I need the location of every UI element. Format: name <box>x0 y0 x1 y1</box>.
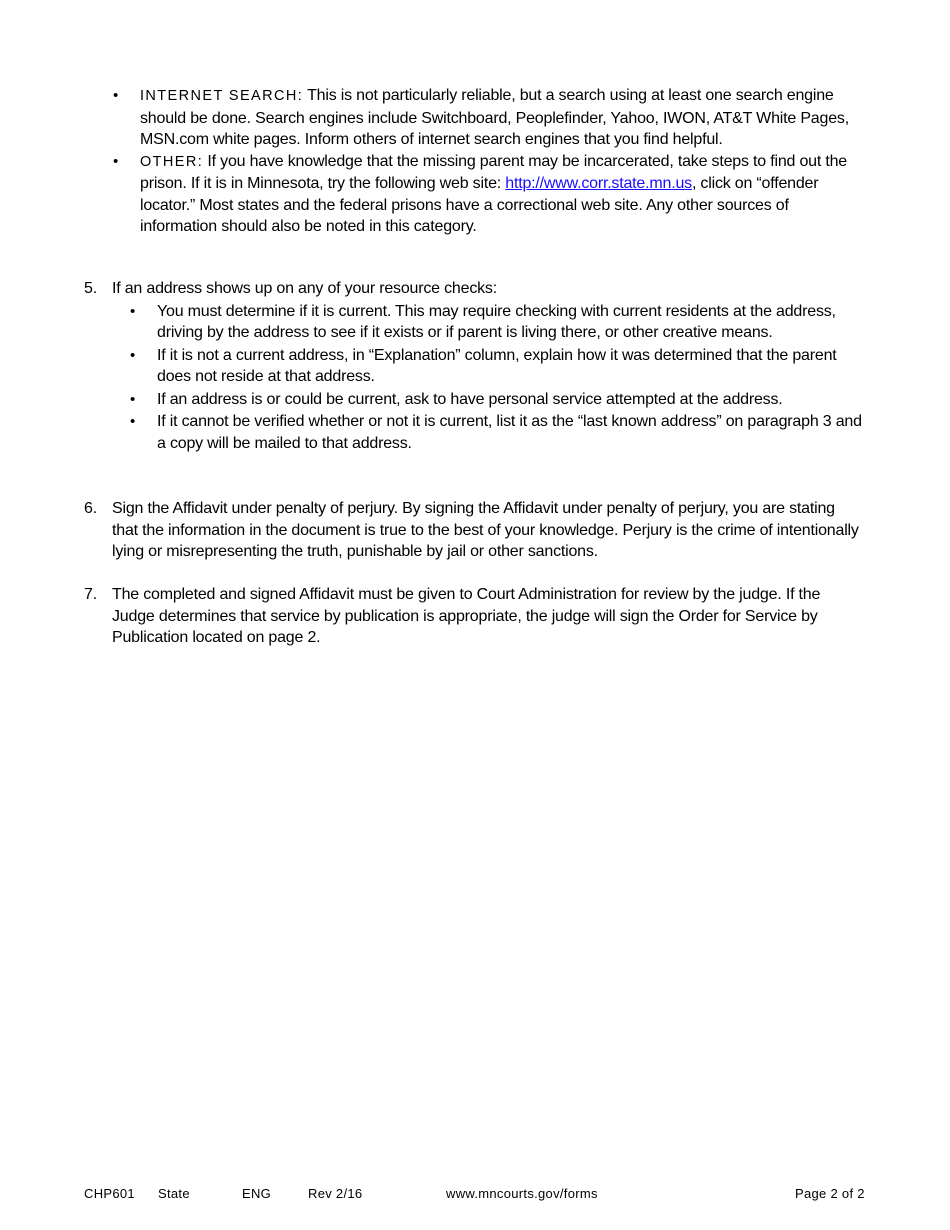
item-7-number: 7. <box>84 586 97 603</box>
internet-search-text: This is not particularly reliable, but a search using at least one search engine should be done. Search engines include Switchboard, Peoplefinder, Yahoo, IWON, AT&T White Pages, MSN.com white pages. Inform others of internet search engines that you find helpful. <box>140 87 849 148</box>
bullet-other <box>84 151 864 238</box>
footer-form-id: CHP601 <box>84 1186 135 1201</box>
item-5-bullet: • You must determine if it is current. This may require checking with current residents at the address, driving by the address to see if it exists or if parent is living there, or other creative means. <box>84 301 864 344</box>
footer-page-number: Page 2 of 2 <box>795 1186 865 1201</box>
search-methods-list <box>84 85 864 238</box>
item-6-number: 6. <box>84 500 97 517</box>
footer-state: State <box>158 1186 190 1201</box>
internet-search-label: INTERNET SEARCH: <box>140 88 304 104</box>
item-5-number: 5. <box>84 280 97 297</box>
footer-language: ENG <box>242 1186 272 1201</box>
other-text-after: , click on “offender locator.” Most states and the federal prisons have a correctional web site. Any other sources of information should also be noted in this category. <box>140 175 819 235</box>
corrections-website-link[interactable]: http://www.corr.state.mn.us <box>505 175 692 192</box>
footer-website: www.mncourts.gov/forms <box>446 1186 598 1201</box>
bullet-internet-search <box>84 85 864 151</box>
instruction-item-7 <box>84 584 864 649</box>
item-6-text: Sign the Affidavit under penalty of perjury. By signing the Affidavit under penalty of perjury, you are stating that the information in the document is true to the best of your knowledge. Perjury is the crime of intentionally lying or misrepresenting the truth, punishable by jail or other sanctions. <box>112 500 859 560</box>
item-7-text: The completed and signed Affidavit must be given to Court Administration for review by the judge. If the Judge determines that service by publication is appropriate, the judge will sign the Order for Service by Publication located on page 2. <box>112 586 821 646</box>
other-text-before: If you have knowledge that the missing parent may be incarcerated, take steps to find out the prison. If it is in Minnesota, try the following web site: <box>140 152 847 192</box>
item-5-bullet: • If it is not a current address, in “Explanation” column, explain how it was determined that the parent does not reside at that address. <box>84 345 864 388</box>
other-label: OTHER: <box>140 153 204 170</box>
item-5-text: If an address shows up on any of your resource checks: <box>112 280 497 297</box>
instruction-item-5 <box>84 278 864 454</box>
footer-revision: Rev 2/16 <box>308 1186 363 1201</box>
item-5-bullet: • If it cannot be verified whether or not it is current, list it as the “last known address” on paragraph 3 and a copy will be mailed to that address. <box>84 411 864 454</box>
item-5-bullet: • If an address is or could be current, ask to have personal service attempted at the address. <box>84 389 864 411</box>
instruction-item-6 <box>84 498 864 563</box>
